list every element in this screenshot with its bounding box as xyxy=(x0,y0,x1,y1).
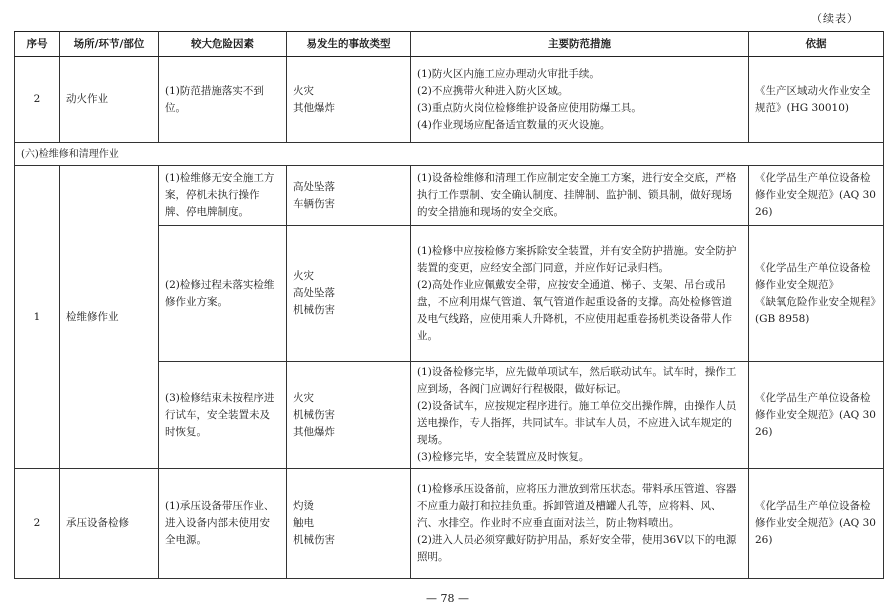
basis-cell xyxy=(749,166,884,226)
accident-cell xyxy=(287,57,411,143)
section-title: (六)检维修和清理作业 xyxy=(15,143,884,166)
location-cell: 动火作业 xyxy=(60,57,159,143)
header-basis: 依据 xyxy=(749,32,884,57)
accident-type: 高处坠落 xyxy=(293,180,335,193)
seq-cell: 2 xyxy=(15,469,60,579)
measures-cell xyxy=(411,362,749,469)
basis-item: 《缺氧危险作业安全规程》(GB 8958) xyxy=(755,295,876,325)
measure-item: (2)不应携带火种进入防火区域。 xyxy=(417,84,569,97)
accident-cell xyxy=(287,166,411,226)
basis-item: 《化学品生产单位设备检修作业安全规范》(AQ 3026) xyxy=(755,391,876,438)
header-accident: 易发生的事故类型 xyxy=(287,32,411,57)
accident-type: 机械伤害 xyxy=(293,534,335,546)
table-row xyxy=(15,57,884,143)
seq-cell: 1 xyxy=(15,166,60,469)
risk-cell: (1)防范措施落实不到位。 xyxy=(159,57,287,143)
accident-type: 火灾 xyxy=(293,391,314,404)
header-measures: 主要防范措施 xyxy=(411,32,749,57)
measure-item: (1)设备检修完毕，应先做单项试车，然后联动试车。试车时，操作工应到场，各阀门应调好行程极限，做好标记。 xyxy=(417,366,737,395)
accident-type: 灼烫 xyxy=(293,500,314,512)
location-cell: 检维修作业 xyxy=(60,166,159,469)
header-risk: 较大危险因素 xyxy=(159,32,287,57)
accident-cell xyxy=(287,469,411,579)
risk-cell: (2)检修过程未落实检维修作业方案。 xyxy=(159,226,287,362)
accident-type: 高处坠落 xyxy=(293,287,335,299)
table-header-row xyxy=(15,32,884,57)
measures-cell xyxy=(411,226,749,362)
measures-cell xyxy=(411,166,749,226)
measure-item: (3)重点防火岗位检修维护设备应使用防爆工具。 xyxy=(417,101,642,114)
measure-item: (3)检修完毕，安全装置应及时恢复。 xyxy=(417,451,590,463)
accident-type: 其他爆炸 xyxy=(293,101,335,114)
accident-type: 火灾 xyxy=(293,84,314,97)
measures-cell xyxy=(411,57,749,143)
header-seq: 序号 xyxy=(15,32,60,57)
basis-cell: 《生产区域动火作业安全规范》(HG 30010) xyxy=(749,57,884,143)
basis-item: 《化学品生产单位设备检修作业安全规范》 xyxy=(755,261,871,291)
table-row xyxy=(15,166,884,226)
accident-type: 车辆伤害 xyxy=(293,197,335,210)
accident-type: 触电 xyxy=(293,517,314,529)
basis-cell xyxy=(749,226,884,362)
location-cell: 承压设备检修 xyxy=(60,469,159,579)
measure-item: (2)进入人员必须穿戴好防护用品，系好安全带，使用36V以下的电源照明。 xyxy=(417,534,737,563)
risk-cell: (1)承压设备带压作业、进入设备内部未使用安全电源。 xyxy=(159,469,287,579)
accident-type: 机械伤害 xyxy=(293,408,335,421)
measure-item: (2)设备试车，应按规定程序进行。施工单位交出操作牌，由操作人员送电操作，专人指挥，共同试车。非试车人员，不应进入试车规定的现场。 xyxy=(417,400,737,446)
basis-item: 《化学品生产单位设备检修作业安全规范》(AQ 3026) xyxy=(755,172,876,218)
measure-item: (1)检修承压设备前，应将压力泄放到常压状态。带料承压管道、容器不应重力敲打和拉挂负重。拆卸管道及槽罐人孔等，应将料、风、汽、水排空。作业时不应垂直面对法兰，防止物料喷出。 xyxy=(417,483,737,529)
measure-item: (2)高处作业应佩戴安全带，应按安全通道、梯子、支架、吊台或吊盘，不应利用煤气管道、氧气管道作起重设备的支撑。高处检修管道及电气线路，应使用乘人升降机，不应使用起重卷扬机类设备带人作业。 xyxy=(417,278,732,342)
page-number: — 78 — xyxy=(426,592,469,605)
accident-type: 其他爆炸 xyxy=(293,425,335,438)
continued-label: （续表） xyxy=(811,12,859,25)
accident-type: 火灾 xyxy=(293,270,314,282)
header-location: 场所/环节/部位 xyxy=(60,32,159,57)
measure-item: (4)作业现场应配备适宜数量的灭火设施。 xyxy=(417,118,611,131)
seq-cell: 2 xyxy=(15,57,60,143)
basis-cell: 《化学品生产单位设备检修作业安全规范》(AQ 3026) xyxy=(749,469,884,579)
risk-cell: (3)检修结束未按程序进行试车，安全装置未及时恢复。 xyxy=(159,362,287,469)
measure-item: (1)设备检维修和清理工作应制定安全施工方案，进行安全交底，严格执行工作票制、安全确认制度、挂牌制、监护制、锁具制，做好现场的安全措施和现场的安全交底。 xyxy=(417,172,737,218)
accident-cell xyxy=(287,226,411,362)
measure-item: (1)检修中应按检修方案拆除安全装置，并有安全防护措施。安全防护装置的变更，应经安全部门同意，并应作好记录归档。 xyxy=(417,244,737,274)
section-row xyxy=(15,143,884,166)
risk-cell: (1)检维修无安全施工方案，停机未执行操作牌、停电牌制度。 xyxy=(159,166,287,226)
hazard-table xyxy=(14,31,884,579)
table-row xyxy=(15,469,884,579)
measures-cell xyxy=(411,469,749,579)
accident-cell xyxy=(287,362,411,469)
measure-item: (1)防火区内施工应办理动火审批手续。 xyxy=(417,67,600,80)
accident-type: 机械伤害 xyxy=(293,304,335,316)
basis-cell xyxy=(749,362,884,469)
